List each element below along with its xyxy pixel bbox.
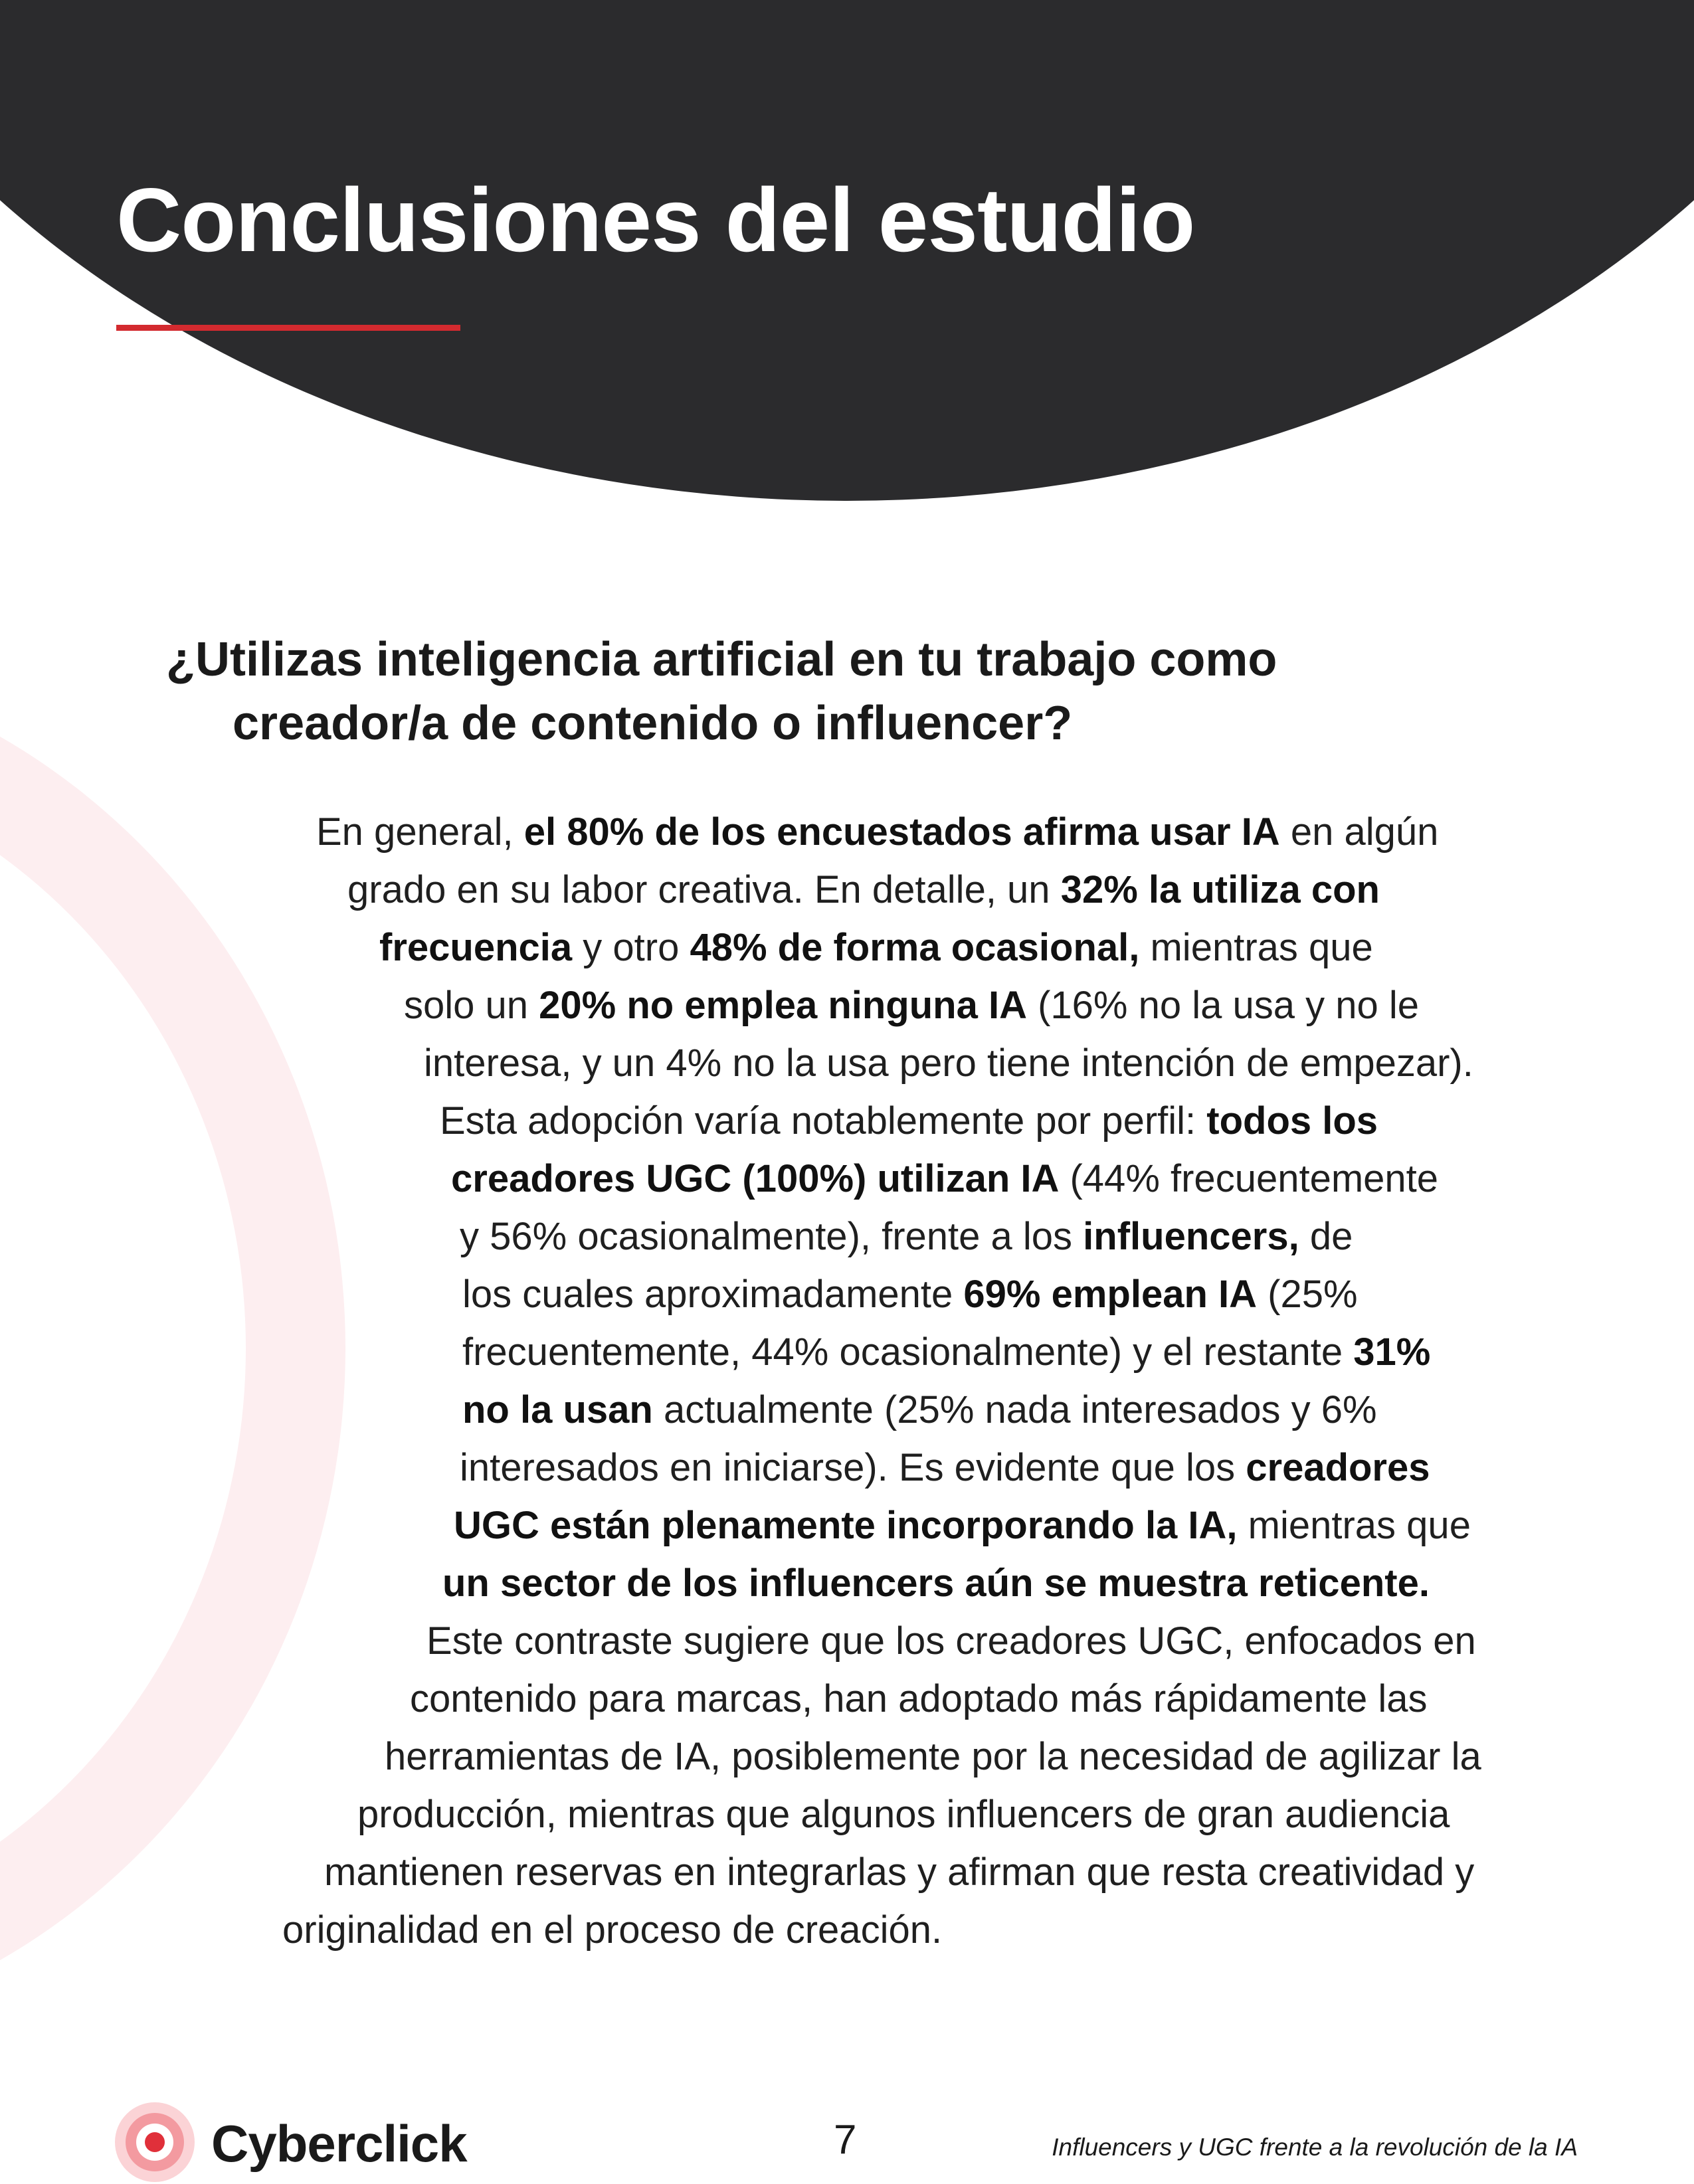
body-line: interesa, y un 4% no la usa pero tiene intención de empezar).: [424, 1042, 1473, 1085]
footer-caption: Influencers y UGC frente a la revolución de la IA: [1052, 2134, 1578, 2161]
body-line: producción, mientras que algunos influencers de gran audiencia: [357, 1793, 1450, 1836]
brand-name: Cyberclick: [211, 2114, 467, 2173]
page-title: Conclusiones del estudio: [116, 169, 1195, 270]
question-heading: [166, 628, 1495, 755]
body-line: frecuencia y otro 48% de forma ocasional, mientras que: [379, 926, 1373, 969]
body-line: grado en su labor creativa. En detalle, un 32% la utiliza con: [347, 868, 1380, 911]
body-line: herramientas de IA, posiblemente por la necesidad de agilizar la: [385, 1735, 1481, 1778]
page-number: 7: [834, 2117, 857, 2163]
title-underline: [116, 325, 460, 331]
body-line: Esta adopción varía notablemente por perfil: todos los: [440, 1099, 1378, 1142]
decorative-ring: [0, 651, 345, 2046]
body-line: Este contraste sugiere que los creadores UGC, enfocados en: [426, 1619, 1476, 1663]
body-line: interesados en iniciarse). Es evidente que los creadores: [460, 1446, 1430, 1489]
body-line: creadores UGC (100%) utilizan IA (44% frecuentemente: [451, 1157, 1439, 1200]
cyberclick-logo-icon: [113, 2100, 197, 2184]
body-line: mantienen reservas en integrarlas y afirman que resta creatividad y: [324, 1851, 1475, 1894]
body-line: UGC están plenamente incorporando la IA, mientras que: [454, 1504, 1471, 1547]
body-line: solo un 20% no emplea ninguna IA (16% no la usa y no le: [404, 984, 1419, 1027]
question-line-1: ¿Utilizas inteligencia artificial en tu trabajo como: [166, 633, 1277, 686]
body-line: los cuales aproximadamente 69% emplean IA (25%: [462, 1273, 1358, 1316]
body-line: frecuentemente, 44% ocasionalmente) y el restante 31%: [462, 1330, 1431, 1374]
body-line: En general, el 80% de los encuestados afirma usar IA en algún: [316, 810, 1439, 854]
body-line: y 56% ocasionalmente), frente a los influencers, de: [460, 1215, 1353, 1258]
question-line-2: creador/a de contenido o influencer?: [233, 697, 1073, 750]
body-line: un sector de los influencers aún se muestra reticente.: [442, 1562, 1430, 1605]
body-line: originalidad en el proceso de creación.: [282, 1908, 943, 1952]
body-line: no la usan actualmente (25% nada interesados y 6%: [462, 1388, 1377, 1431]
body-line: contenido para marcas, han adoptado más rápidamente las: [410, 1677, 1428, 1720]
